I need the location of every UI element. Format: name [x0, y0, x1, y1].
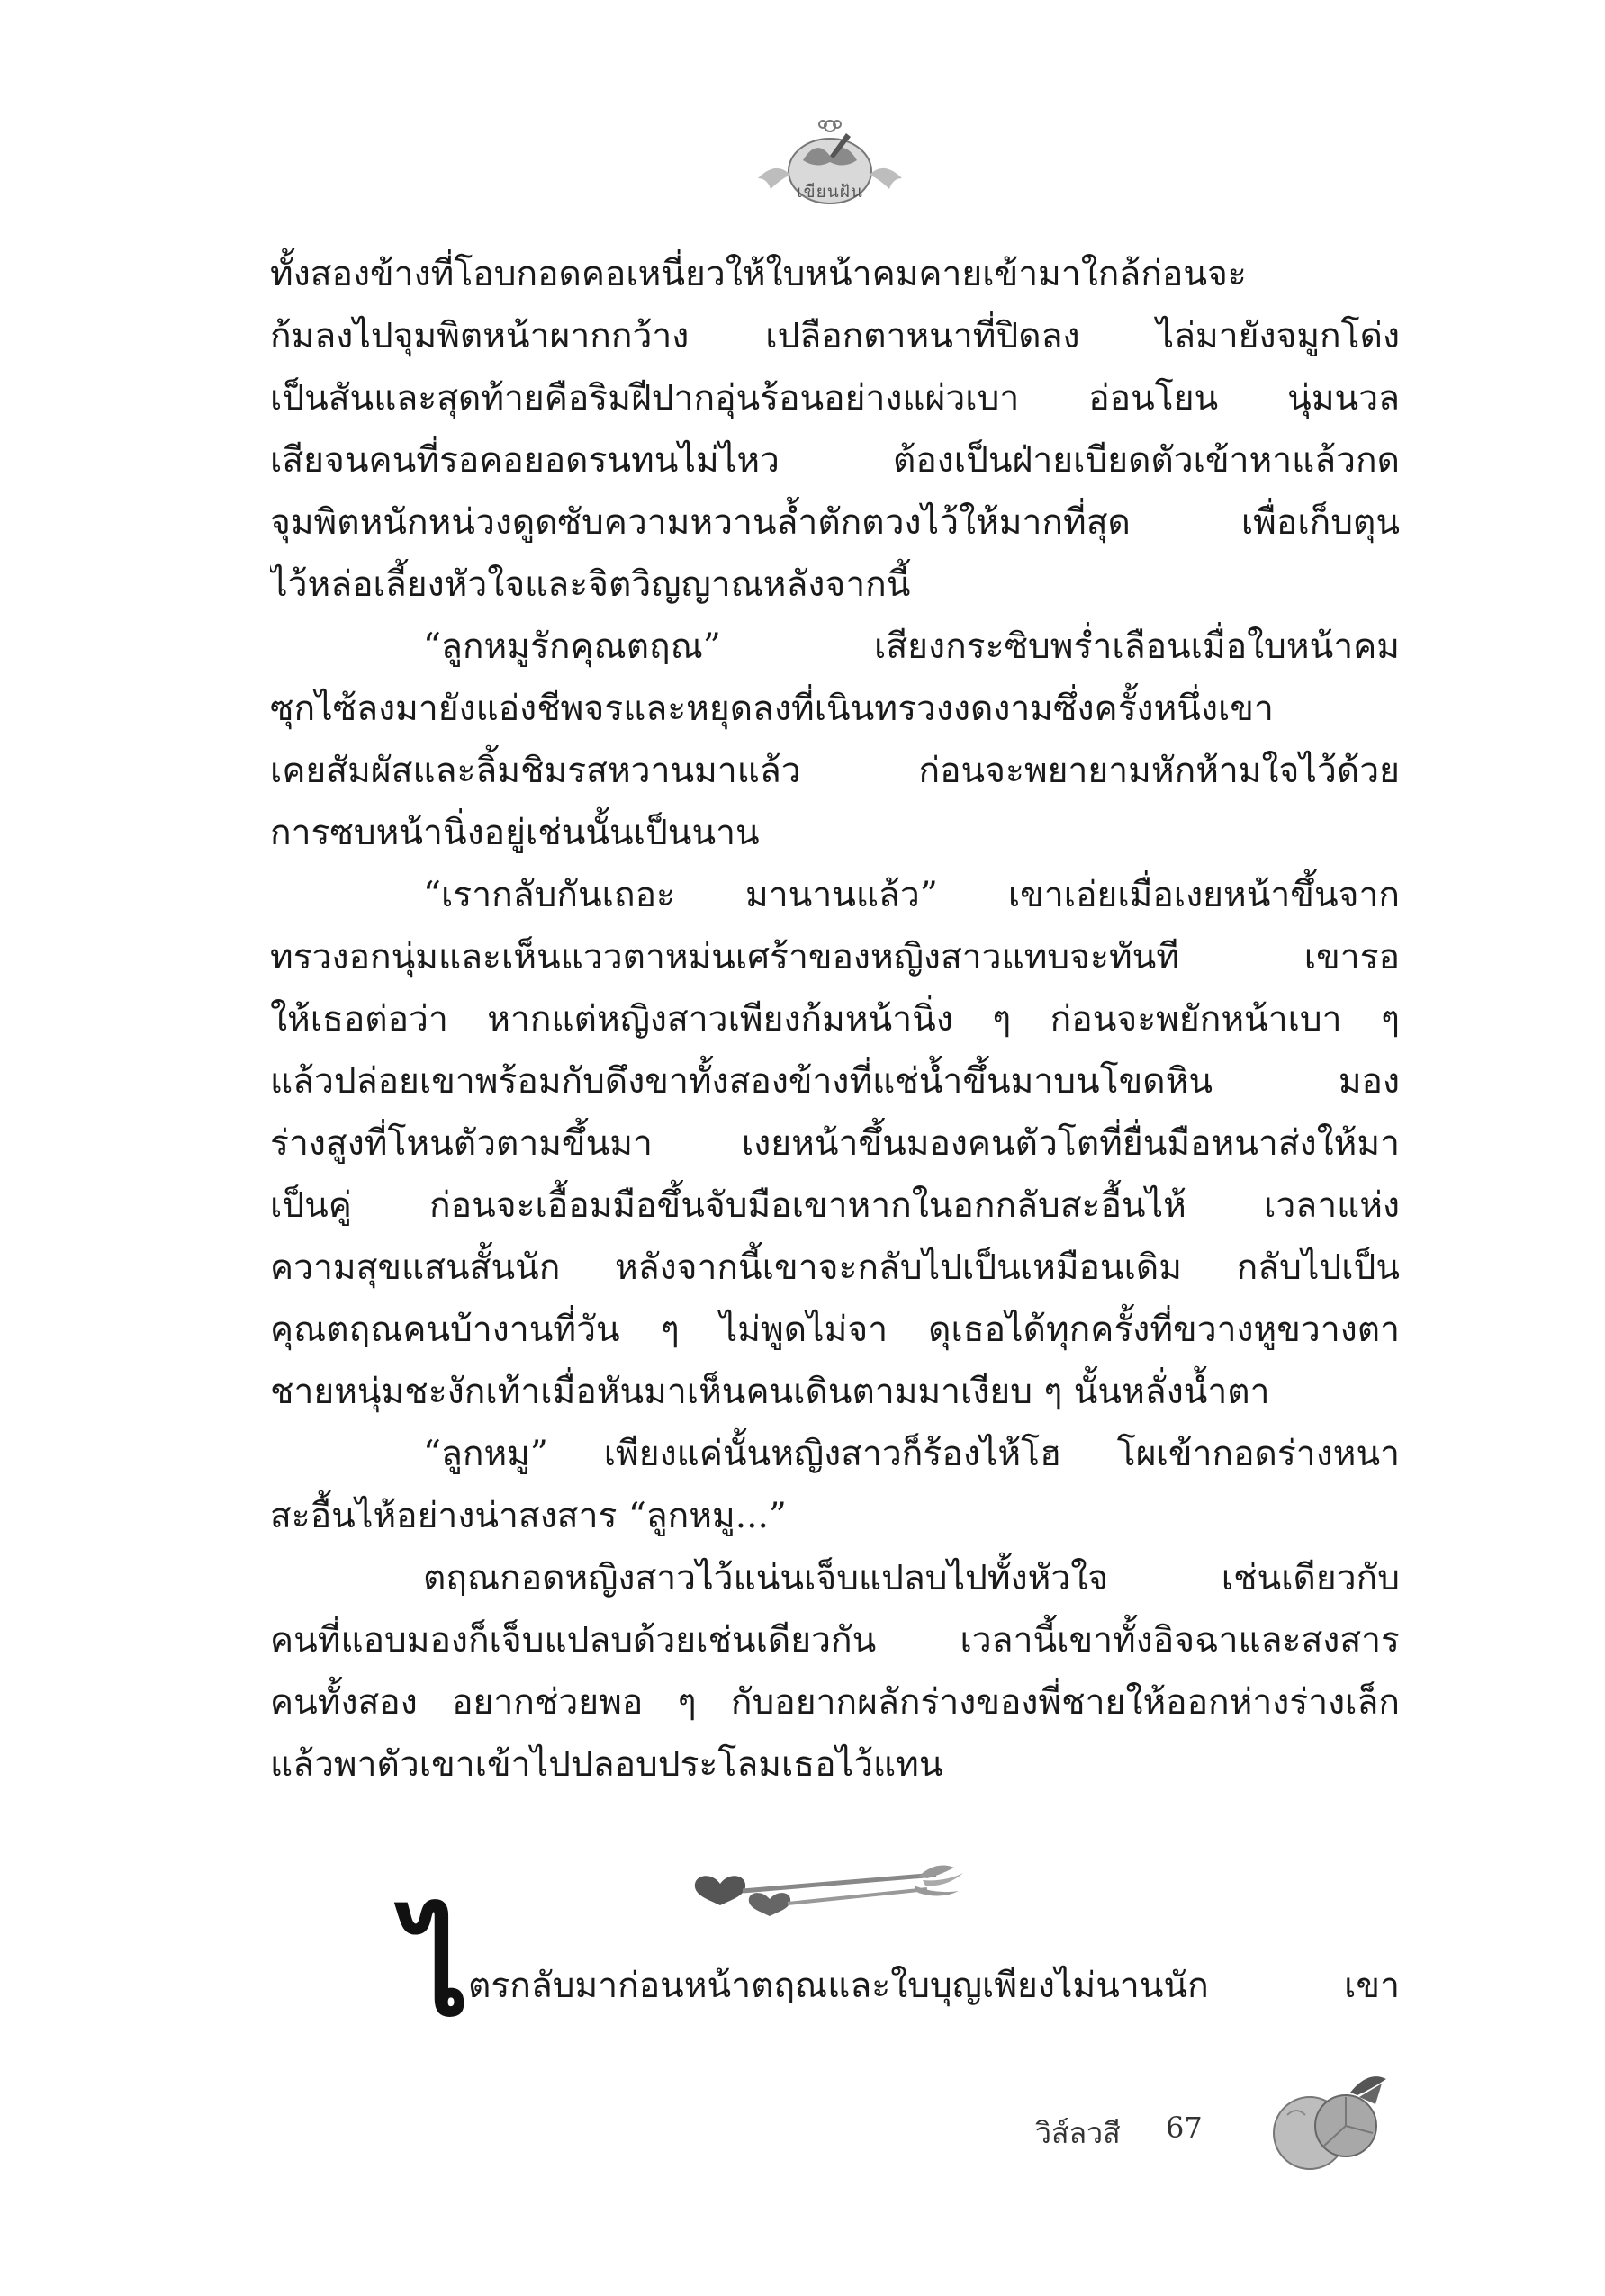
page-number: 67: [1166, 2111, 1203, 2145]
footer-book-title: วิส์ลวสี: [1035, 2116, 1121, 2150]
text-line: เคยสัมผัสและลิ้มชิมรสหวานมาแล้ว ก่อนจะพยายามหักห้ามใจไว้ด้วย: [270, 751, 1400, 791]
text-line: ทั้งสองข้างที่โอบกอดคอเหนี่ยวให้ใบหน้าคมคายเข้ามาใกล้ก่อนจะ: [270, 254, 1247, 294]
dropcap-line-text: ตรกลับมาก่อนหน้าตฤณและใบบุญเพียงไม่นานนัก เขา: [468, 1966, 1400, 2006]
text-line: ตฤณกอดหญิงสาวไว้แน่นเจ็บแปลบไปทั้งหัวใจ เช่นเดียวกับ: [423, 1558, 1400, 1598]
text-line: แล้วพาตัวเขาเข้าไปปลอบประโลมเธอไว้แทน: [270, 1744, 943, 1785]
header-emblem: [740, 115, 920, 214]
text-line: ซุกไซ้ลงมายังแอ่งชีพจรและหยุดลงที่เนินทรวงงดงามซึ่งครั้งหนึ่งเขา: [270, 689, 1274, 729]
text-line: เป็นสันและสุดท้ายคือริมฝีปากอุ่นร้อนอย่างแผ่วเบา อ่อนโยน นุ่มนวล: [270, 378, 1400, 419]
text-line: การซบหน้านิ่งอยู่เช่นนั้นเป็นนาน: [270, 813, 760, 853]
dropcap-paragraph: [405, 1897, 1400, 2045]
text-line: แล้วปล่อยเขาพร้อมกับดึงขาทั้งสองข้างที่แช่น้ำขึ้นมาบนโขดหิน มอง: [270, 1061, 1400, 1102]
body-text: [270, 243, 1400, 1796]
text-line: ความสุขแสนสั้นนัก หลังจากนี้เขาจะกลับไปเป็นเหมือนเดิม กลับไปเป็น: [270, 1247, 1400, 1288]
text-line: “ลูกหมู” เพียงแค่นั้นหญิงสาวก็ร้องไห้โฮ โผเข้ากอดร่างหนา: [423, 1434, 1400, 1474]
text-line: จุมพิตหนักหน่วงดูดซับความหวานล้ำตักตวงไว้ให้มากที่สุด เพื่อเก็บตุน: [270, 502, 1400, 543]
text-line: ชายหนุ่มชะงักเท้าเมื่อหันมาเห็นคนเดินตามมาเงียบ ๆ นั้นหลั่งน้ำตา: [270, 1372, 1270, 1412]
text-line: สะอื้นไห้อย่างน่าสงสาร “ลูกหมู...”: [270, 1496, 787, 1536]
text-line: คนทั้งสอง อยากช่วยพอ ๆ กับอยากผลักร่างของพี่ชายให้ออกห่างร่างเล็ก: [270, 1682, 1400, 1723]
text-line: เป็นคู่ ก่อนจะเอื้อมมือขึ้นจับมือเขาหากในอกกลับสะอื้นไห้ เวลาแห่ง: [270, 1185, 1400, 1226]
text-line: ไว้หล่อเลี้ยงหัวใจและจิตวิญญาณหลังจากนี้: [270, 564, 911, 605]
text-line: คนที่แอบมองก็เจ็บแปลบด้วยเช่นเดียวกัน เวลานี้เขาทั้งอิจฉาและสงสาร: [270, 1620, 1400, 1661]
text-line: ก้มลงไปจุมพิตหน้าผากกว้าง เปลือกตาหนาที่ปิดลง ไล่มายังจมูกโด่ง: [270, 316, 1400, 356]
text-line: “เรากลับกันเถอะ มานานแล้ว” เขาเอ่ยเมื่อเงยหน้าขึ้นจาก: [423, 875, 1400, 915]
text-line: ทรวงอกนุ่มและเห็นแววตาหม่นเศร้าของหญิงสาวแทบจะทันที เขารอ: [270, 937, 1400, 977]
text-line: คุณตฤณคนบ้างานที่วัน ๆ ไม่พูดไม่จา ดุเธอได้ทุกครั้งที่ขวางหูขวางตา: [270, 1310, 1400, 1350]
footer-fruit-decoration: [1260, 2061, 1395, 2178]
fruit-icon: [1260, 2061, 1395, 2178]
text-line: เสียจนคนที่รอคอยอดรนทนไม่ไหว ต้องเป็นฝ่ายเบียดตัวเข้าหาแล้วกด: [270, 440, 1400, 481]
text-line: “ลูกหมูรักคุณตฤณ” เสียงกระซิบพร่ำเลือนเมื่อใบหน้าคม: [423, 626, 1400, 667]
text-line: ร่างสูงที่โหนตัวตามขึ้นมา เงยหน้าขึ้นมองคนตัวโตที่ยื่นมือหนาส่งให้มา: [270, 1123, 1400, 1164]
emblem-label: เขียนฝัน: [797, 182, 863, 202]
drop-cap: ไ: [405, 1897, 469, 2045]
text-line: ให้เธอต่อว่า หากแต่หญิงสาวเพียงก้มหน้านิ่ง ๆ ก่อนจะพยักหน้าเบา ๆ: [270, 999, 1400, 1040]
